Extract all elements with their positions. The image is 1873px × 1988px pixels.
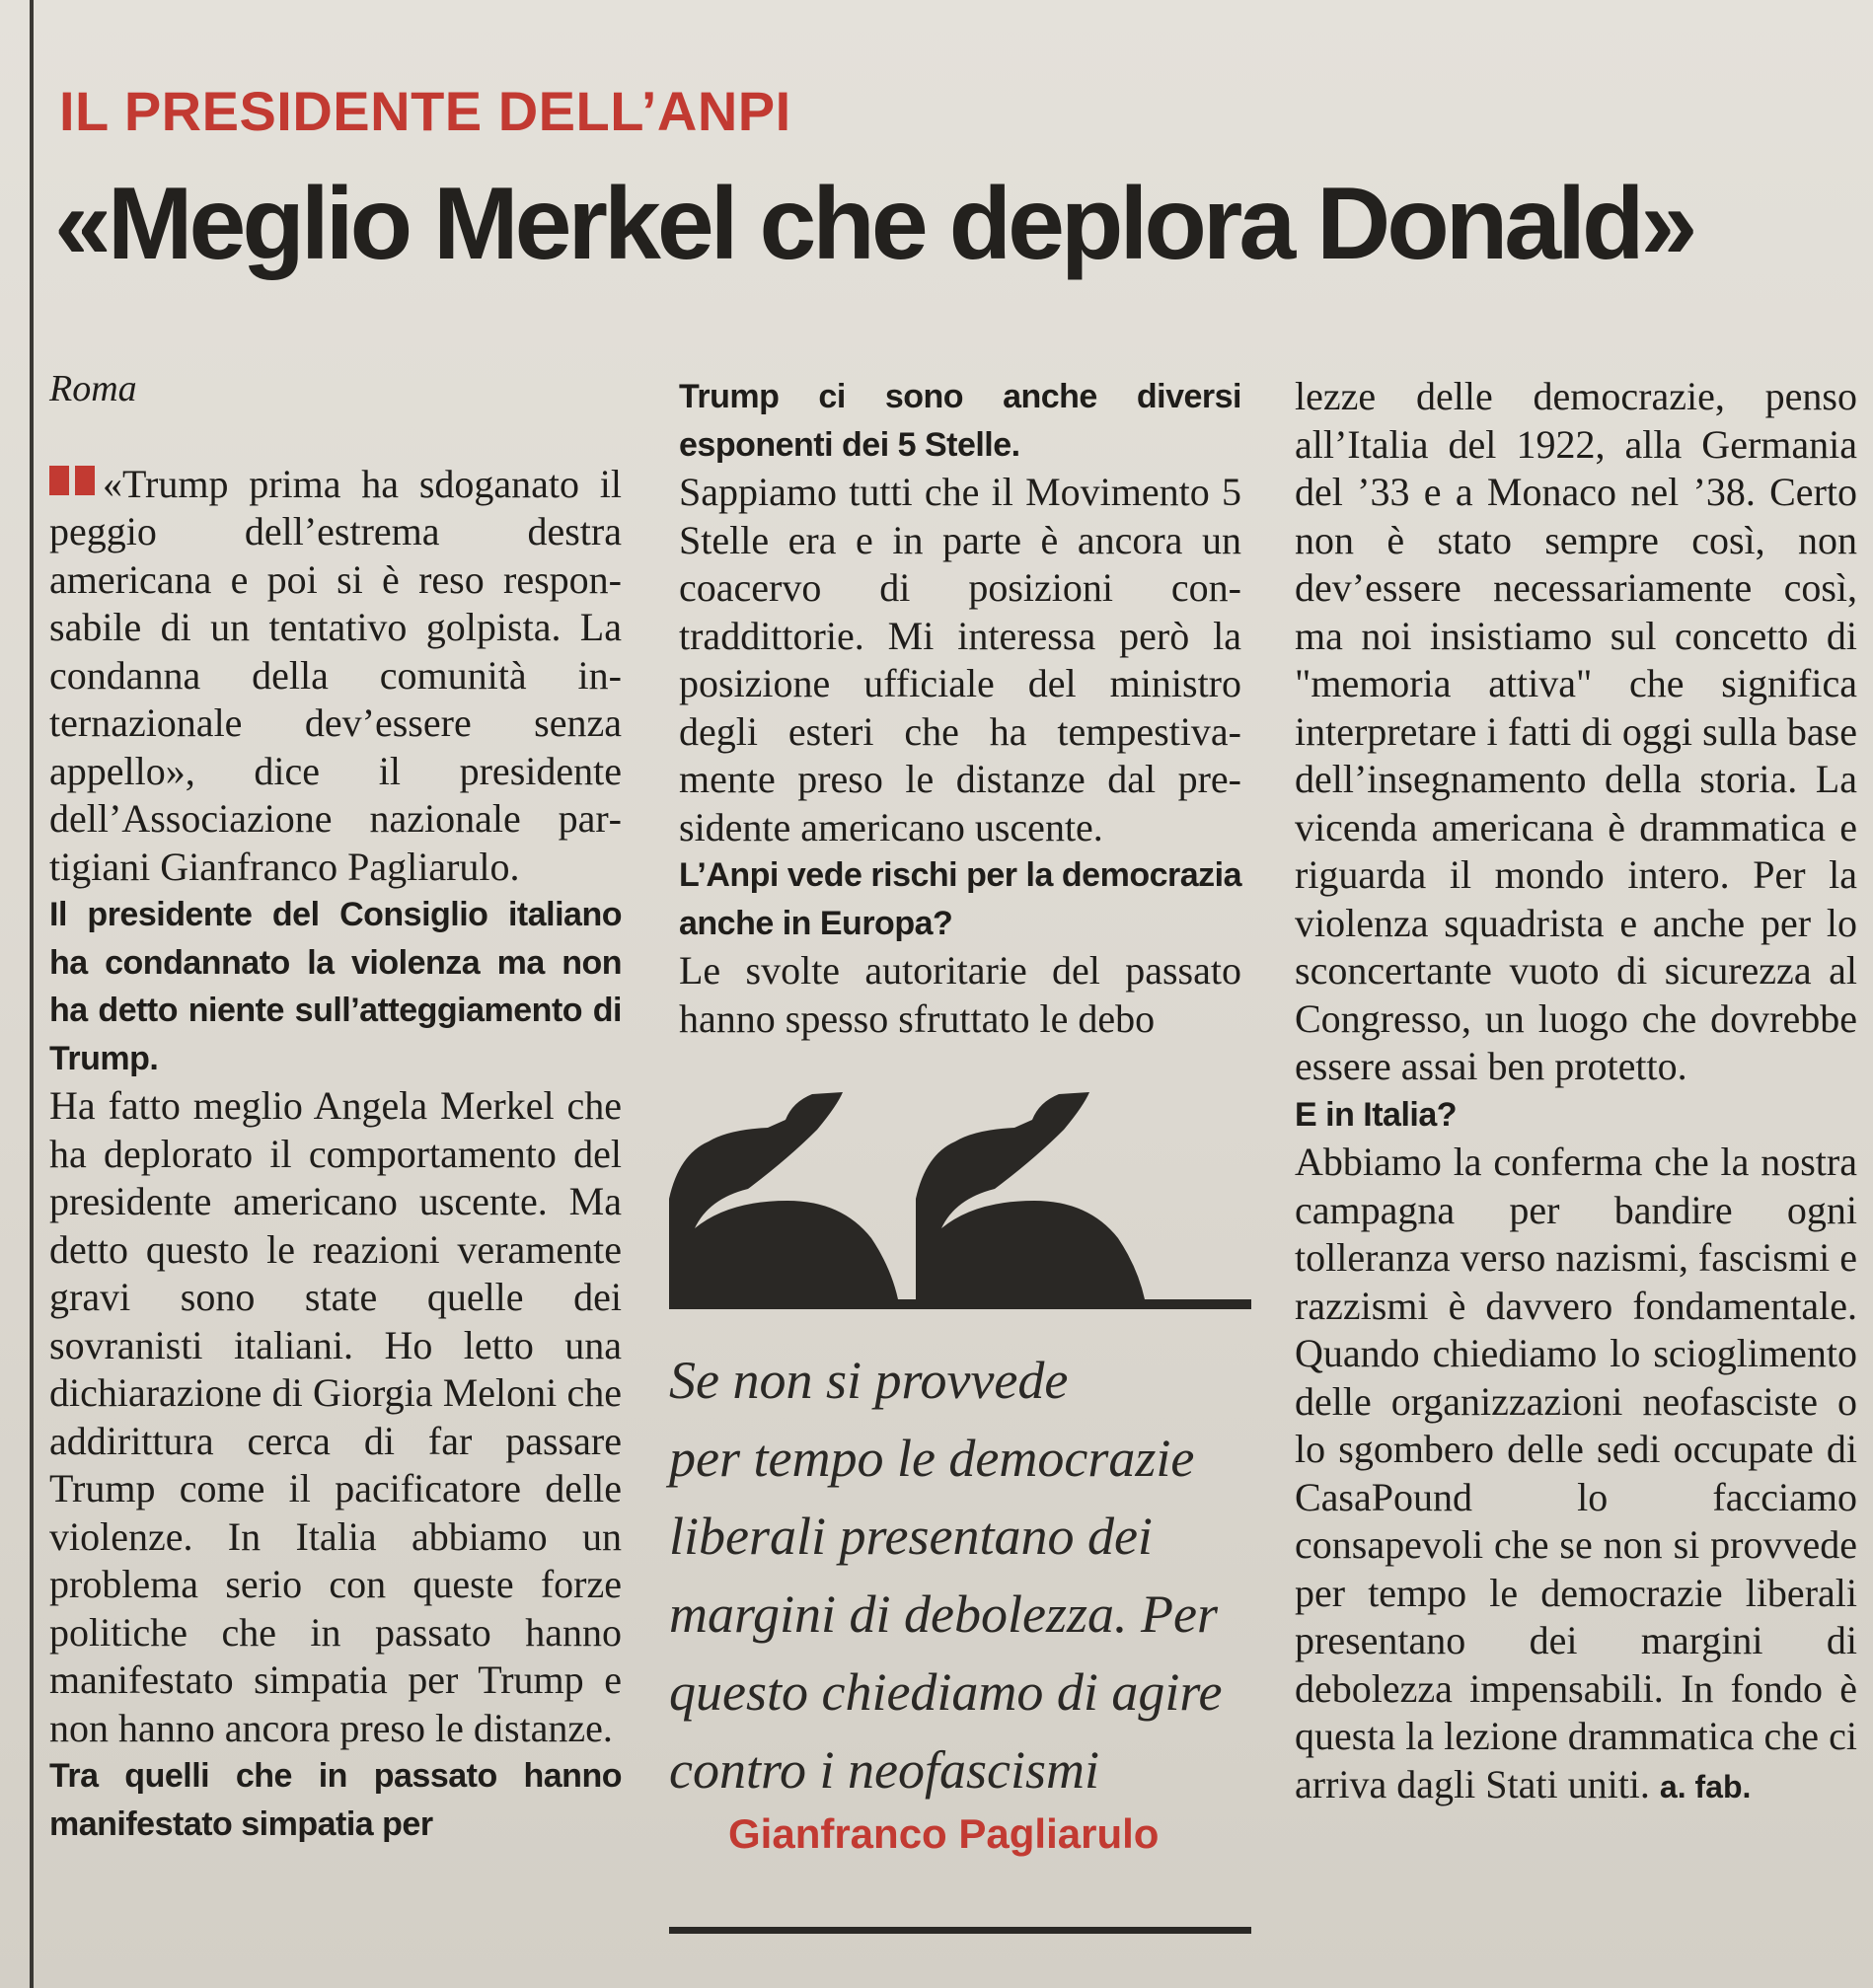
article-column-1: [49, 365, 622, 1848]
lead-text: «Trump prima ha sdoganato il peggio dell’estrema destra americana e poi si è reso responsabile di un tentativo golpista. La condanna della comunità internazionale dev’essere senza appello», dice il presidente dell’Associazione nazionale partigiani Gianfranco Pagliarulo.: [49, 461, 622, 889]
pull-quote-text: [669, 1342, 1251, 1809]
article-column-3: [1295, 373, 1857, 1810]
pull-quote-line: liberali presentano dei: [669, 1507, 1153, 1566]
answer-1: Ha fatto meglio Angela Merkel che ha deplorato il comportamento del presidente americano uscente. Ma detto questo le reazioni veramente gravi sono state quelle dei sovranisti italiani. Ho letto una dichiarazione di Giorgia Meloni che addirittura cerca di far passare Trump come il pacificatore delle violenze. In Italia abbiamo un problema serio con queste forze politiche che in passato hanno manifestato simpatia per Trump e non hanno ancora preso le distanze.: [49, 1083, 622, 1750]
author-signature: a. fab.: [1659, 1768, 1752, 1804]
headline: «Meglio Merkel che deplora Donald»: [54, 167, 1694, 281]
pull-quote-line: contro i neofascismi: [669, 1740, 1099, 1800]
question-2: Tra quelli che in passato hanno manifestato simpatia per: [49, 1757, 622, 1843]
section-marker-icon: [49, 466, 95, 495]
quotation-mark-icon: [669, 1090, 1251, 1317]
pull-quote-line: per tempo le democrazie: [669, 1429, 1195, 1488]
lead-paragraph: [49, 461, 622, 892]
pull-quote-rule: [669, 1927, 1251, 1934]
pull-quote-line: margini di debolezza. Per: [669, 1584, 1218, 1644]
question-4: E in Italia?: [1295, 1095, 1458, 1134]
column-rule: [30, 0, 34, 1988]
pull-quote: [669, 1090, 1251, 1939]
answer-4: [1295, 1139, 1857, 1810]
question-1: Il presidente del Consiglio italiano ha condannato la violenza ma non ha detto niente sull’atteggiamento di Trump.: [49, 896, 622, 1077]
dateline: Roma: [49, 368, 137, 409]
pull-quote-line: Se non si provvede: [669, 1351, 1069, 1410]
pull-quote-author: Gianfranco Pagliarulo: [728, 1810, 1160, 1857]
answer-3-continued: lezze delle democrazie, penso all’Italia del 1922, alla Germania del ’33 e a Monaco nel ’38. Certo non è stato sempre così, non dev’essere necessariamente così, ma noi insistiamo sul concetto di "memoria attiva" che significa interpretare i fatti di oggi sulla base dell’insegnamento della storia. La vicenda americana è drammatica e riguarda il mondo intero. Per la violenza squadrista e anche per lo sconcertante vuoto di sicurezza al Congresso, un luogo che dovrebbe essere assai ben protetto.: [1295, 374, 1857, 1088]
answer-4-text: Abbiamo la conferma che la nostra campagna per bandire ogni tolleranza verso nazismi, fascismi e razzismi è davvero fondamentale. Quando chiediamo lo scioglimento delle organizzazioni neofasciste o lo sgombero delle sedi occupate di CasaPound lo facciamo consapevoli che se non si provvede per tempo le democrazie liberali presentano dei margini di debolezza impensabili. In fondo è questa la lezione drammatica che ci arriva dagli Stati uniti.: [1295, 1140, 1857, 1806]
article-column-2: [679, 373, 1241, 1043]
answer-3: Le svolte autoritarie del passato hanno spesso sfruttato le debo: [679, 948, 1241, 1041]
kicker: IL PRESIDENTE DELL’ANPI: [59, 80, 791, 142]
question-2-continued: Trump ci sono anche diversi esponenti dei 5 Stelle.: [679, 378, 1241, 464]
question-3: L’Anpi vede rischi per la democrazia anche in Europa?: [679, 856, 1241, 942]
answer-2: Sappiamo tutti che il Movimento 5 Stelle era e in parte è ancora un coacervo di posizioni contraddittorie. Mi interessa però la posizione ufficiale del ministro degli esteri che ha tempestivamente preso le distanze dal presidente americano uscente.: [679, 470, 1241, 849]
pull-quote-line: questo chiediamo di agire: [669, 1662, 1223, 1722]
